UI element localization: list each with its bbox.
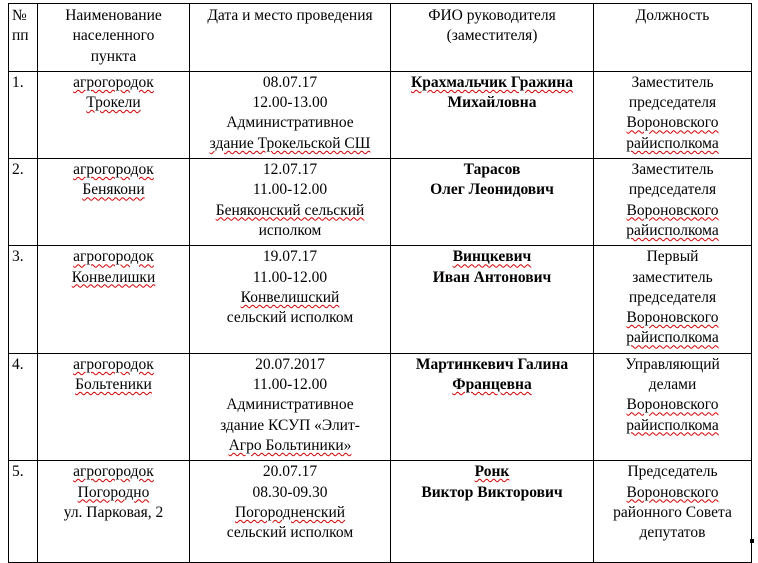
row-head xyxy=(391,353,594,460)
event-date: 19.07.17 xyxy=(262,248,318,266)
row-settlement xyxy=(38,159,190,246)
row-num-text: 1. xyxy=(12,73,24,91)
row-num xyxy=(9,461,38,563)
header-settlement-line1: Наименование xyxy=(65,7,162,24)
position-line: Заместитель xyxy=(631,161,714,179)
row-head xyxy=(391,159,594,246)
position-line: Вороновского xyxy=(626,114,719,132)
table-row xyxy=(9,71,752,158)
table-row xyxy=(9,159,752,246)
header-head-line1: ФИО руководителя xyxy=(428,7,556,24)
event-place-line: здание КСУП «Элит- xyxy=(220,416,360,434)
row-num-text: 2. xyxy=(12,161,24,179)
position-line: Вороновского xyxy=(626,483,719,501)
row-settlement xyxy=(38,353,190,460)
head-name-line: Михайловна xyxy=(447,94,537,112)
position-line: Вороновского xyxy=(626,396,719,414)
row-settlement xyxy=(38,461,190,563)
table-row xyxy=(9,246,752,353)
head-name-line: Иван Антонович xyxy=(432,268,552,286)
settlement-type: агрогородок xyxy=(73,355,154,373)
head-name-line: Мартинкевич Галина xyxy=(415,355,569,373)
position-line: Председатель xyxy=(627,463,718,481)
row-num xyxy=(9,71,38,158)
settlement-type: агрогородок xyxy=(73,161,154,179)
event-place-line: здание Трокельской СШ xyxy=(209,134,371,152)
table-row xyxy=(9,461,752,563)
event-time: 08.30-09.30 xyxy=(252,483,328,501)
event-date: 08.07.17 xyxy=(262,73,318,91)
row-position xyxy=(594,353,752,460)
row-position xyxy=(594,159,752,246)
event-place-line: Административное xyxy=(226,396,354,414)
row-head xyxy=(391,461,594,563)
row-num xyxy=(9,353,38,460)
event-time: 11.00-12.00 xyxy=(252,268,328,286)
event-date: 12.07.17 xyxy=(262,161,318,179)
row-position xyxy=(594,71,752,158)
header-datetime-line1: Дата и место проведения xyxy=(207,7,373,24)
header-num-line1: № xyxy=(12,7,27,24)
event-date: 20.07.17 xyxy=(262,463,318,481)
position-line: Вороновского xyxy=(626,309,719,327)
head-name-line: Олег Леонидович xyxy=(430,181,554,199)
header-num-line2: пп xyxy=(12,27,29,45)
settlement-type: агрогородок xyxy=(73,248,154,266)
row-datetime xyxy=(190,159,391,246)
header-settlement-line2: населенного xyxy=(72,27,155,45)
row-position xyxy=(594,461,752,563)
header-datetime xyxy=(190,4,391,72)
header-position-line1: Должность xyxy=(635,7,710,24)
row-num-text: 3. xyxy=(12,248,24,266)
event-place-line: сельский исполком xyxy=(226,524,354,542)
row-num-text: 4. xyxy=(12,355,24,373)
event-time: 12.00-13.00 xyxy=(252,94,328,112)
event-place-line: Беняконский сельский xyxy=(215,201,365,219)
position-line: Первый xyxy=(646,248,699,266)
position-line: Управляющий xyxy=(625,355,720,373)
head-name-line: Крахмальчик Гражина xyxy=(411,73,573,91)
settlement-name: Трокели xyxy=(86,94,141,112)
event-date: 20.07.2017 xyxy=(255,355,325,373)
row-position xyxy=(594,246,752,353)
row-datetime xyxy=(190,246,391,353)
settlement-address: ул. Парковая, 2 xyxy=(63,503,164,521)
head-name-line: Ронк xyxy=(474,463,510,481)
position-line: райисполкома xyxy=(626,329,719,347)
head-name-line: Виктор Викторович xyxy=(421,483,563,501)
position-line: Заместитель xyxy=(631,73,714,91)
header-row xyxy=(9,4,752,72)
header-num xyxy=(9,4,38,72)
row-settlement xyxy=(38,246,190,353)
position-line: районного Совета xyxy=(613,503,732,521)
position-line: председателя xyxy=(628,181,717,199)
event-time: 11.00-12.00 xyxy=(252,376,328,394)
table-resize-handle[interactable] xyxy=(750,539,754,543)
row-head xyxy=(391,246,594,353)
event-place-line: Погородненский xyxy=(234,503,346,521)
position-line: председателя xyxy=(628,94,717,112)
event-place-line: Административное xyxy=(226,114,354,132)
position-line: райисполкома xyxy=(626,221,719,239)
position-line: заместитель xyxy=(632,268,713,286)
event-place-line: исполком xyxy=(258,221,322,239)
header-position xyxy=(594,4,752,72)
header-settlement xyxy=(38,4,190,72)
header-head xyxy=(391,4,594,72)
position-line: депутатов xyxy=(639,524,706,542)
position-line: делами xyxy=(648,376,697,394)
settlement-name: Больтеники xyxy=(75,376,152,394)
event-place-line: сельский исполком xyxy=(226,309,354,327)
row-datetime xyxy=(190,71,391,158)
row-num xyxy=(9,246,38,353)
event-place-line: Агро Больтиники» xyxy=(228,436,352,454)
position-line: Вороновского xyxy=(626,201,719,219)
position-line: председателя xyxy=(628,288,717,306)
row-num xyxy=(9,159,38,246)
row-head xyxy=(391,71,594,158)
row-datetime xyxy=(190,461,391,563)
head-name-line: Тарасов xyxy=(463,161,521,179)
row-settlement xyxy=(38,71,190,158)
event-time: 11.00-12.00 xyxy=(252,181,328,199)
row-num-text: 5. xyxy=(12,463,24,481)
settlement-type: агрогородок xyxy=(73,73,154,91)
settlement-name: Бенякони xyxy=(82,181,145,199)
header-settlement-line3: пункта xyxy=(90,47,137,65)
settlement-type: агрогородок xyxy=(73,463,154,481)
settlement-name: Конвелишки xyxy=(71,268,156,286)
head-name-line: Францевна xyxy=(452,376,532,394)
head-name-line: Винцкевич xyxy=(452,248,532,266)
row-datetime xyxy=(190,353,391,460)
events-table xyxy=(8,3,752,563)
header-head-line2: (заместителя) xyxy=(446,27,538,45)
event-place-line: Конвелишский xyxy=(240,288,340,306)
position-line: райисполкома xyxy=(626,134,719,152)
table-row xyxy=(9,353,752,460)
position-line: райисполкома xyxy=(626,416,719,434)
settlement-name: Погородно xyxy=(77,483,150,501)
